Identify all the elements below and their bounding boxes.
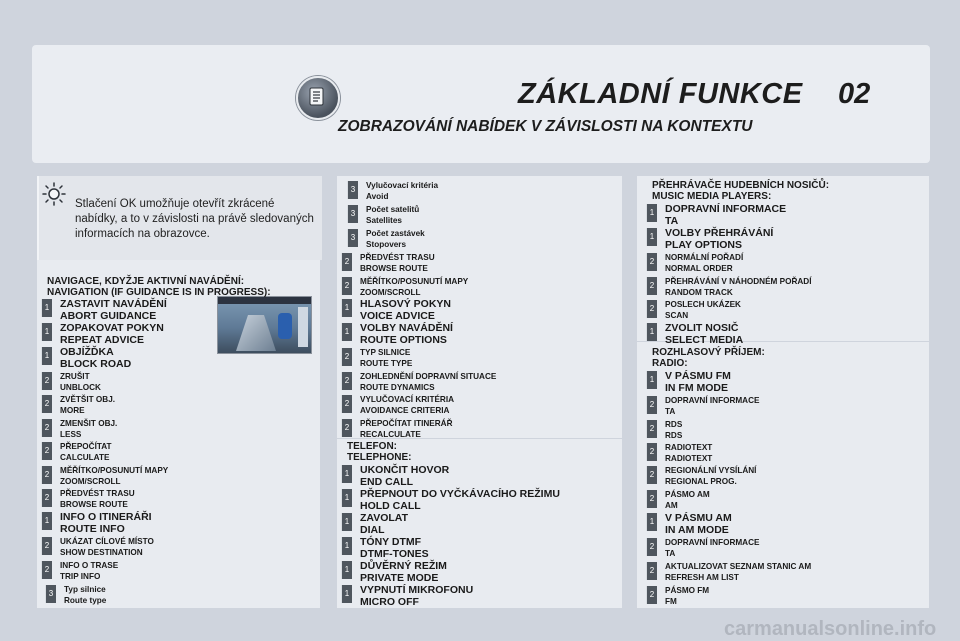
menu-item-label: DOPRAVNÍ INFORMACE (665, 396, 760, 405)
menu-item-label: END CALL (360, 476, 414, 488)
sun-tip-icon (40, 180, 68, 208)
menu-level-badge: 1 (341, 489, 352, 507)
menu-level-badge: 1 (341, 299, 352, 317)
chapter-number: 02 (838, 78, 871, 110)
menu-item-label: Satellites (366, 216, 402, 225)
menu-item-label: Avoid (366, 192, 389, 201)
menu-item-label: Route type (64, 596, 107, 605)
menu-level-badge: 2 (646, 586, 657, 604)
section-heading: NAVIGACE, KDYŽJE AKTIVNÍ NAVÁDĚNÍ: (47, 276, 245, 287)
menu-item-label: FM (665, 597, 677, 606)
menu-item-label: AKTUALIZOVAT SEZNAM STANIC AM (665, 562, 812, 571)
menu-level-badge: 2 (41, 537, 52, 555)
menu-item-label: PŘEDVÉST TRASU (60, 489, 135, 498)
menu-item-label: MICRO OFF (360, 596, 419, 608)
menu-item-label: TÓNY DTMF (360, 536, 422, 548)
menu-item-label: UKÁZAT CÍLOVÉ MÍSTO (60, 537, 154, 546)
menu-item-label: VOLBY PŘEHRÁVÁNÍ (665, 227, 774, 239)
menu-item-label: MĚŘÍTKO/POSUNUTÍ MAPY (360, 277, 469, 286)
menu-item-label: INFO O TRASE (60, 561, 119, 570)
menu-level-badge: 1 (646, 204, 657, 222)
menu-level-badge: 1 (341, 585, 352, 603)
watermark: carmanualsonline.info (724, 618, 937, 640)
menu-item-label: PŘEPOČÍTAT (60, 442, 112, 451)
menu-level-badge: 2 (646, 490, 657, 508)
menu-level-badge: 1 (646, 228, 657, 246)
menu-item-label: NORMÁLNÍ POŘADÍ (665, 253, 744, 262)
menu-item-label: DOPRAVNÍ INFORMACE (665, 203, 787, 215)
menu-item-label: ZVĚTŠIT OBJ. (60, 395, 116, 404)
menu-level-badge: 2 (41, 372, 52, 390)
menu-level-badge: 1 (341, 465, 352, 483)
section-heading: PŘEHRÁVAČE HUDEBNÍCH NOSIČŮ: (652, 180, 830, 191)
menu-item-label: VOICE ADVICE (360, 310, 435, 322)
menu-item-label: DTMF-TONES (360, 548, 429, 560)
menu-item-label: ZOOM/SCROLL (360, 288, 421, 297)
menu-level-badge: 1 (646, 371, 657, 389)
menu-item-label: SELECT MEDIA (665, 334, 744, 346)
section-heading: MUSIC MEDIA PLAYERS: (652, 191, 772, 202)
menu-item-label: SCAN (665, 311, 689, 320)
menu-item-label: PŘEDVÉST TRASU (360, 253, 435, 262)
menu-level-badge: 2 (646, 466, 657, 484)
menu-item-label: REFRESH AM LIST (665, 573, 739, 582)
menu-item-label: MORE (60, 406, 85, 415)
menu-level-badge: 2 (41, 561, 52, 579)
menu-item-label: IN FM MODE (665, 382, 728, 394)
menu-level-badge: 2 (41, 442, 52, 460)
chapter-badge (296, 76, 340, 120)
menu-level-badge: 1 (41, 299, 52, 317)
menu-item-label: TA (665, 215, 679, 227)
menu-level-badge: 2 (341, 372, 352, 390)
menu-item-label: TA (665, 407, 676, 416)
menu-item-label: UNBLOCK (60, 383, 101, 392)
menu-level-badge: 2 (341, 419, 352, 437)
menu-level-badge: 1 (646, 323, 657, 341)
menu-item-label: Typ silnice (64, 585, 106, 594)
menu-item-label: RADIOTEXT (665, 443, 713, 452)
menu-item-label: REGIONÁLNÍ VYSÍLÁNÍ (665, 466, 757, 475)
menu-item-label: VOLBY NAVÁDĚNÍ (360, 322, 453, 334)
menu-item-label: ROUTE TYPE (360, 359, 413, 368)
menu-item-label: Počet satelitů (366, 205, 420, 214)
menu-level-badge: 2 (41, 489, 52, 507)
menu-item-label: CALCULATE (60, 453, 110, 462)
menu-item-label: PRIVATE MODE (360, 572, 439, 584)
menu-item-label: INFO O ITINERÁŘI (60, 511, 152, 523)
menu-level-badge: 1 (41, 512, 52, 530)
menu-item-label: PŘEHRÁVÁNÍ V NÁHODNÉM POŘADÍ (665, 277, 812, 286)
menu-item-label: DIAL (360, 524, 385, 536)
menu-item-label: ROUTE DYNAMICS (360, 383, 435, 392)
menu-level-badge: 2 (341, 277, 352, 295)
menu-item-label: BROWSE ROUTE (60, 500, 128, 509)
menu-level-badge: 3 (347, 229, 358, 247)
menu-item-label: VYLUČOVACÍ KRITÉRIA (360, 395, 455, 404)
menu-item-label: ZOPAKOVAT POKYN (60, 322, 164, 334)
menu-item-label: REGIONAL PROG. (665, 477, 737, 486)
menu-item-label: AVOIDANCE CRITERIA (360, 406, 450, 415)
menu-item-label: Počet zastávek (366, 229, 425, 238)
navigation-screen-thumbnail (217, 296, 312, 354)
document-icon (308, 87, 326, 107)
menu-item-label: TA (665, 549, 676, 558)
menu-level-badge: 2 (341, 395, 352, 413)
menu-level-badge: 1 (41, 347, 52, 365)
menu-level-badge: 2 (646, 420, 657, 438)
menu-level-badge: 2 (41, 466, 52, 484)
menu-level-badge: 3 (45, 585, 56, 603)
section-heading: TELEFON: (347, 441, 397, 452)
menu-item-label: VYPNUTÍ MIKROFONU (360, 584, 474, 596)
menu-item-label: ZASTAVIT NAVÁDĚNÍ (60, 298, 167, 310)
menu-item-label: REPEAT ADVICE (60, 334, 145, 346)
menu-item-label: LESS (60, 430, 82, 439)
menu-item-label: Stopovers (366, 240, 407, 249)
menu-item-label: ABORT GUIDANCE (60, 310, 157, 322)
menu-item-label: RDS (665, 431, 683, 440)
menu-level-badge: 2 (41, 419, 52, 437)
menu-item-label: Vylučovací kritéria (366, 181, 439, 190)
menu-level-badge: 2 (646, 562, 657, 580)
menu-item-label: BROWSE ROUTE (360, 264, 428, 273)
section-heading: NAVIGATION (IF GUIDANCE IS IN PROGRESS): (47, 287, 271, 298)
menu-level-badge: 1 (341, 323, 352, 341)
section-heading: RADIO: (652, 358, 688, 369)
menu-item-label: PÁSMO AM (665, 490, 710, 499)
menu-item-label: V PÁSMU FM (665, 370, 731, 382)
menu-item-label: MĚŘÍTKO/POSUNUTÍ MAPY (60, 466, 169, 475)
menu-item-label: IN AM MODE (665, 524, 729, 536)
menu-level-badge: 1 (646, 513, 657, 531)
menu-item-label: NORMAL ORDER (665, 264, 733, 273)
menu-level-badge: 2 (646, 277, 657, 295)
menu-level-badge: 1 (341, 513, 352, 531)
menu-level-badge: 2 (646, 396, 657, 414)
tip-text: Stlačení OK umožňuje otevřít zkrácené nabídky, a to v závislosti na právě sledovaných informacích na obrazovce. (75, 198, 314, 240)
menu-item-label: PŘEPOČÍTAT ITINERÁŘ (360, 419, 453, 428)
menu-item-label: TYP SILNICE (360, 348, 411, 357)
menu-level-badge: 2 (646, 300, 657, 318)
menu-item-label: UKONČIT HOVOR (360, 464, 450, 476)
menu-item-label: OBJÍŽĎKA (60, 346, 114, 358)
menu-level-badge: 2 (341, 348, 352, 366)
menu-item-label: ZMENŠIT OBJ. (60, 419, 118, 428)
menu-level-badge: 2 (646, 253, 657, 271)
menu-item-label: AM (665, 501, 678, 510)
menu-level-badge: 3 (347, 181, 358, 199)
menu-item-label: ZAVOLAT (360, 512, 409, 524)
menu-item-label: SHOW DESTINATION (60, 548, 143, 557)
menu-item-label: BLOCK ROAD (60, 358, 132, 370)
menu-item-label: PLAY OPTIONS (665, 239, 743, 251)
menu-item-label: ROUTE INFO (60, 523, 125, 535)
page-title: ZÁKLADNÍ FUNKCE (518, 78, 803, 110)
menu-item-label: V PÁSMU AM (665, 512, 732, 524)
menu-level-badge: 1 (341, 537, 352, 555)
section-heading: ROZHLASOVÝ PŘÍJEM: (652, 347, 765, 358)
menu-level-badge: 3 (347, 205, 358, 223)
menu-item-label: HOLD CALL (360, 500, 421, 512)
menu-level-badge: 2 (341, 253, 352, 271)
menu-item-label: RANDOM TRACK (665, 288, 733, 297)
menu-level-badge: 2 (646, 443, 657, 461)
menu-level-badge: 2 (41, 395, 52, 413)
menu-item-label: ZVOLIT NOSIČ (665, 322, 739, 334)
section-heading: TELEPHONE: (347, 452, 412, 463)
menu-item-label: RADIOTEXT (665, 454, 713, 463)
menu-item-label: ZOHLEDNĚNÍ DOPRAVNÍ SITUACE (360, 372, 497, 381)
menu-item-label: PÁSMO FM (665, 586, 710, 595)
page-subtitle: ZOBRAZOVÁNÍ NABÍDEK V ZÁVISLOSTI NA KONTEXTU (338, 118, 753, 135)
menu-item-label: HLASOVÝ POKYN (360, 298, 452, 310)
menu-level-badge: 1 (341, 561, 352, 579)
menu-item-label: RECALCULATE (360, 430, 421, 439)
menu-item-label: ZRUŠIT (60, 372, 90, 381)
menu-item-label: ROUTE OPTIONS (360, 334, 447, 346)
menu-item-label: RDS (665, 420, 683, 429)
menu-item-label: PŘEPNOUT DO VYČKÁVACÍHO REŽIMU (360, 488, 560, 500)
menu-item-label: TRIP INFO (60, 572, 101, 581)
menu-level-badge: 2 (646, 538, 657, 556)
menu-level-badge: 1 (41, 323, 52, 341)
menu-item-label: POSLECH UKÁZEK (665, 300, 741, 309)
menu-item-label: DŮVĚRNÝ REŽIM (360, 560, 447, 572)
menu-item-label: DOPRAVNÍ INFORMACE (665, 538, 760, 547)
menu-item-label: ZOOM/SCROLL (60, 477, 121, 486)
